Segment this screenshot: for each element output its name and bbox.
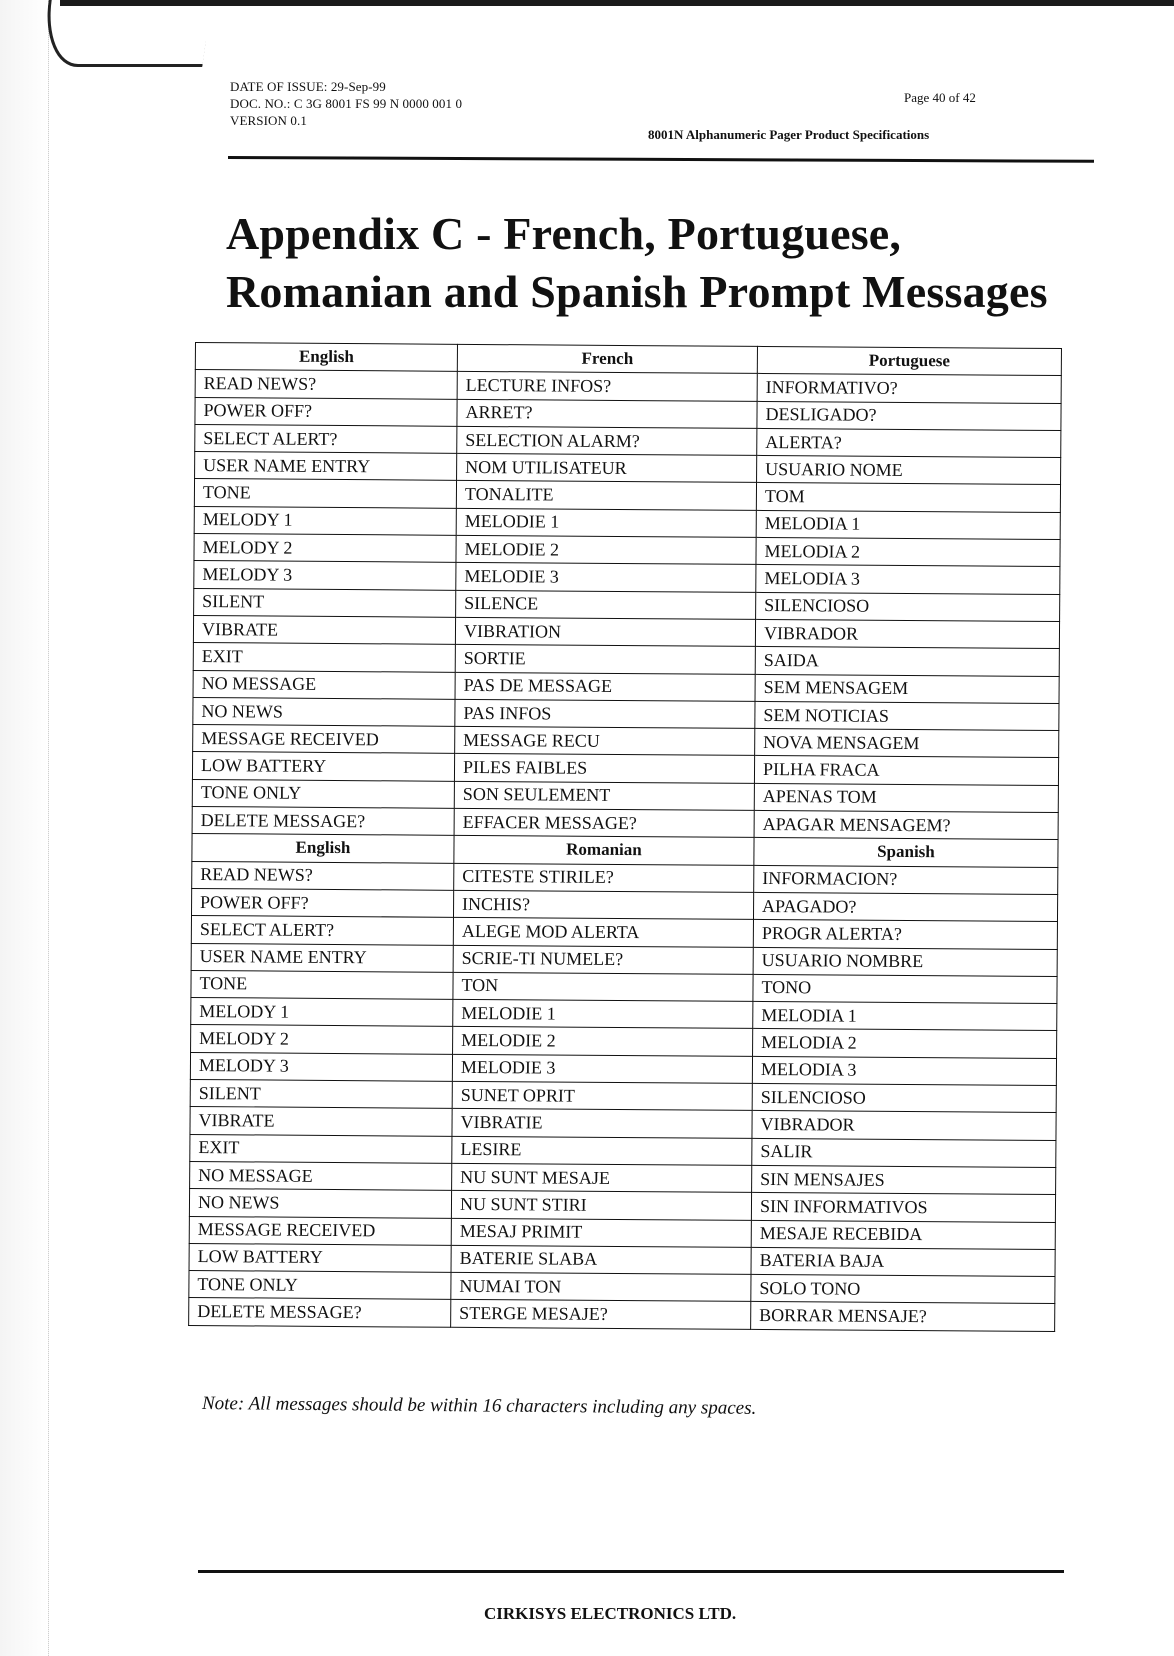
table-cell: SILENT (194, 588, 456, 617)
table-cell: USER NAME ENTRY (191, 943, 453, 972)
table-cell: SON SEULEMENT (454, 781, 754, 810)
table-cell: SEM MENSAGEM (755, 674, 1059, 703)
table-cell: TONALITE (456, 481, 756, 510)
table-cell: MELODIE 3 (456, 563, 756, 592)
table-cell: MELODIE 2 (456, 535, 756, 564)
table-cell: MELODY 3 (190, 1052, 452, 1081)
product-name: 8001N Alphanumeric Pager Product Specifications (648, 127, 930, 142)
column-header: Spanish (754, 838, 1058, 867)
table-cell: INCHIS? (453, 890, 753, 919)
table-cell: USER NAME ENTRY (195, 452, 457, 481)
prompt-messages-table (188, 342, 1062, 1332)
table-cell: MELODIA 2 (753, 1029, 1057, 1058)
column-header: Romanian (454, 836, 754, 865)
table-cell: MELODY 2 (191, 1025, 453, 1054)
table-cell: NO MESSAGE (193, 670, 455, 699)
table-cell: MELODY 1 (194, 506, 456, 535)
table-cell: MELODY 3 (194, 561, 456, 590)
prompt-messages-table-wrap (188, 342, 1061, 1332)
table-cell: SEM NOTICIAS (755, 701, 1059, 730)
table-cell: SILENCIOSO (756, 592, 1060, 621)
table-cell: TONE ONLY (192, 779, 454, 808)
table-cell: VIBRATIE (452, 1109, 752, 1138)
table-cell: TONE ONLY (189, 1271, 451, 1300)
table-cell: SELECTION ALARM? (457, 426, 757, 455)
table-cell: PAS INFOS (455, 699, 755, 728)
version: VERSION 0.1 (230, 113, 307, 128)
table-cell: TON (453, 972, 753, 1001)
table-cell: LOW BATTERY (192, 752, 454, 781)
table-cell: BORRAR MENSAJE? (751, 1302, 1055, 1331)
table-cell: MELODIA 1 (753, 1002, 1057, 1031)
table-cell: MELODIA 3 (752, 1056, 1056, 1085)
table-cell: SAIDA (755, 647, 1059, 676)
table-cell: NOVA MENSAGEM (755, 729, 1059, 758)
table-cell: MELODIA 2 (756, 538, 1060, 567)
page-title (226, 205, 1126, 321)
table-cell: USUARIO NOME (757, 456, 1061, 485)
table-cell: MELODIE 1 (456, 508, 756, 537)
table-cell: SCRIE-TI NUMELE? (453, 945, 753, 974)
table-cell: SOLO TONO (751, 1274, 1055, 1303)
table-cell: DESLIGADO? (757, 401, 1061, 430)
scan-page-curl (39, 0, 211, 67)
table-cell: PAS DE MESSAGE (455, 672, 755, 701)
table-cell: TONO (753, 974, 1057, 1003)
table-cell: POWER OFF? (195, 397, 457, 426)
table-cell: MELODIA 3 (756, 565, 1060, 594)
table-cell: VIBRATE (193, 615, 455, 644)
table-cell: SILENCIOSO (752, 1083, 1056, 1112)
table-cell: SALIR (752, 1138, 1056, 1167)
table-cell: EFFACER MESSAGE? (454, 808, 754, 837)
table-cell: MESAJ PRIMIT (451, 1218, 751, 1247)
table-cell: CITESTE STIRILE? (454, 863, 754, 892)
header-divider (228, 156, 1094, 163)
table-cell: NUMAI TON (451, 1272, 751, 1301)
footer-company: CIRKISYS ELECTRONICS LTD. (484, 1604, 737, 1623)
table-cell: SORTIE (455, 645, 755, 674)
table-cell: MELODIE 1 (453, 999, 753, 1028)
table-cell: MELODIE 2 (453, 1027, 753, 1056)
table-cell: SELECT ALERT? (195, 424, 457, 453)
table-cell: LOW BATTERY (189, 1243, 451, 1272)
table-cell: PROGR ALERTA? (753, 920, 1057, 949)
table-cell: APAGAR MENSAGEM? (754, 810, 1058, 839)
table-cell: MELODY 2 (194, 534, 456, 563)
table-cell: MESAJE RECEBIDA (751, 1220, 1055, 1249)
table-cell: PILHA FRACA (754, 756, 1058, 785)
table-cell: NO NEWS (193, 697, 455, 726)
table-cell: LECTURE INFOS? (457, 372, 757, 401)
table-cell: BATERIA BAJA (751, 1247, 1055, 1276)
table-cell: SIN MENSAJES (752, 1165, 1056, 1194)
table-cell: APENAS TOM (754, 783, 1058, 812)
table-cell: INFORMACION? (754, 865, 1058, 894)
table-cell: ARRET? (457, 399, 757, 428)
table-cell: NU SUNT MESAJE (452, 1163, 752, 1192)
table-cell: SELECT ALERT? (191, 916, 453, 945)
table-cell: PILES FAIBLES (454, 754, 754, 783)
table-cell: EXIT (190, 1134, 452, 1163)
table-cell: SUNET OPRIT (452, 1081, 752, 1110)
table-cell: VIBRATION (455, 617, 755, 646)
title-line-1: Appendix C - French, Portuguese, (226, 208, 902, 259)
table-cell: EXIT (193, 643, 455, 672)
table-cell: TOM (756, 483, 1060, 512)
table-cell: VIBRATE (190, 1107, 452, 1136)
table-cell: TONE (194, 479, 456, 508)
footnote: Note: All messages should be within 16 characters including any spaces. (201, 1393, 757, 1419)
table-cell: MESSAGE RECEIVED (189, 1216, 451, 1245)
table-cell: VIBRADOR (755, 619, 1059, 648)
table-row (189, 1298, 1055, 1331)
table-cell: POWER OFF? (191, 888, 453, 917)
table-cell: MELODIA 1 (756, 510, 1060, 539)
table-cell: MELODIE 3 (452, 1054, 752, 1083)
table-cell: DELETE MESSAGE? (189, 1298, 451, 1327)
table-cell: SILENT (190, 1080, 452, 1109)
table-cell: ALERTA? (757, 428, 1061, 457)
table-cell: TONE (191, 970, 453, 999)
table-cell: READ NEWS? (195, 370, 457, 399)
table-cell: MESSAGE RECEIVED (193, 725, 455, 754)
footer-divider (198, 1570, 1064, 1573)
table-cell: NO NEWS (189, 1189, 451, 1218)
table-cell: DELETE MESSAGE? (192, 807, 454, 836)
table-cell: NO MESSAGE (190, 1161, 452, 1190)
table-cell: LESIRE (452, 1136, 752, 1165)
table-cell: NU SUNT STIRI (451, 1191, 751, 1220)
scan-edge (0, 0, 49, 1656)
column-header: English (195, 343, 457, 372)
table-cell: SIN INFORMATIVOS (751, 1193, 1055, 1222)
column-header: Portuguese (757, 346, 1061, 375)
page-number: Page 40 of 42 (904, 90, 976, 105)
table-cell: APAGADO? (753, 892, 1057, 921)
scan-top-border (60, 0, 1174, 6)
table-cell: ALEGE MOD ALERTA (453, 918, 753, 947)
table-cell: MESSAGE RECU (455, 726, 755, 755)
table-cell: VIBRADOR (752, 1111, 1056, 1140)
column-header: French (457, 344, 757, 373)
doc-number: DOC. NO.: C 3G 8001 FS 99 N 0000 001 0 (230, 96, 463, 111)
table-cell: SILENCE (456, 590, 756, 619)
document-header-info (230, 78, 462, 129)
table-cell: MELODY 1 (191, 998, 453, 1027)
table-cell: USUARIO NOMBRE (753, 947, 1057, 976)
column-header: English (192, 834, 454, 863)
table-cell: NOM UTILISATEUR (457, 454, 757, 483)
table-cell: BATERIE SLABA (451, 1245, 751, 1274)
table-cell: STERGE MESAJE? (451, 1300, 751, 1329)
table-cell: INFORMATIVO? (757, 374, 1061, 403)
table-cell: READ NEWS? (192, 861, 454, 890)
date-of-issue: DATE OF ISSUE: 29-Sep-99 (230, 79, 386, 94)
title-line-2: Romanian and Spanish Prompt Messages (226, 266, 1048, 317)
